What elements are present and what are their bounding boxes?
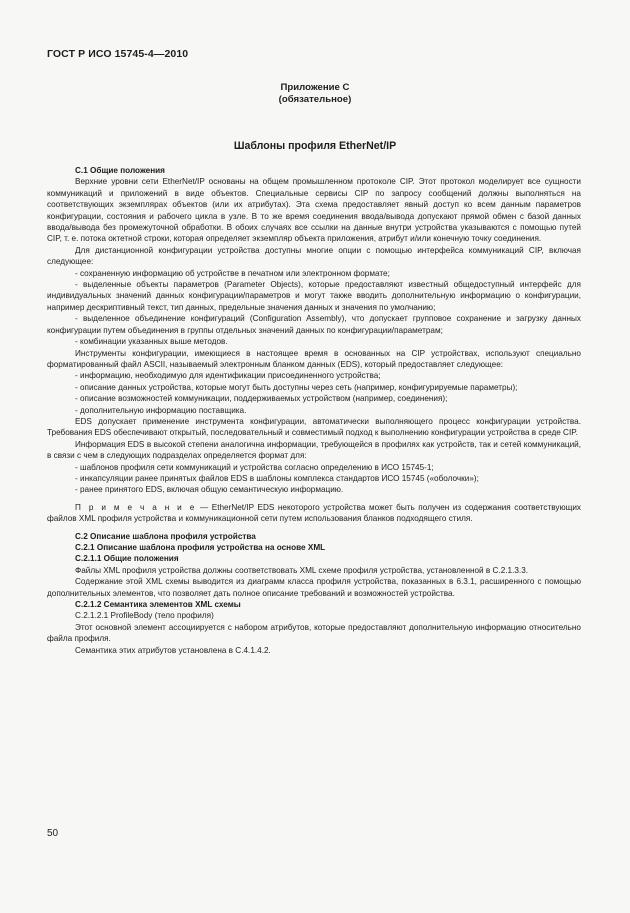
paragraph: Содержание этой XML схемы выводится из диаграмм класса профиля устройства, показанных в 6.3.1, расширенного с помощью дополнительных элементов, что позволяет дать полное описание требований и возможностей устройства. — [47, 577, 581, 598]
list-item: - сохраненную информацию об устройстве в печатном или электронном формате; — [75, 268, 390, 278]
note-text: — EtherNet/IP EDS некоторого устройства может быть получен из содержания соответствующих файлов XML профиля устройства и коммуникационной сети путем использования бланков подходящего стиля. — [47, 502, 581, 524]
list-item: - шаблонов профиля сети коммуникаций и устройства согласно определению в ИСО 15745-1; — [75, 462, 434, 472]
paragraph: Инструменты конфигурации, имеющиеся в настоящее время в основанных на CIP устройствах, используют специально форматированный файл ASCII, называемый электронным бланком данных (EDS), который предоставляет следующее: — [47, 348, 581, 369]
paragraph: Верхние уровни сети EtherNet/IP основаны на общем промышленном протоколе CIP. Этот протокол моделирует все сущности коммуникаций и приложений в виде объектов. Специальные сервисы CIP по запросу сообщений должны выполняться на соответствующих экземплярах объектов (или их атрибутах). Эта схема предоставляет явный доступ ко всем данным параметров конфигурации, состояния и рабочего цикла в узле. В то же время соединения ввода/вывода допускают прямой обмен с базой данных ввода/вывода без промежуточной обработки. В обоих случаях все ссылки на данные внутри устройства указываются с помощью путей CIP, т. е. потока октетной строки, которая определяет экземпляр объекта приложения, атрибут и/или конечную точку соединения. — [47, 177, 581, 244]
list-item: - ранее принятого EDS, включая общую семантическую информацию. — [75, 485, 344, 495]
section-title: Шаблоны профиля EtherNet/IP — [233, 140, 397, 152]
paragraph: Этот основной элемент ассоциируется с набором атрибутов, которые предоставляют дополнительную информацию относительно файла профиля. — [47, 622, 581, 644]
paragraph: С.2.1.2.1 ProfileBody (тело профиля) — [75, 611, 214, 621]
standard-header: ГОСТ Р ИСО 15745-4—2010 — [47, 48, 189, 60]
list-item: - выделенные объекты параметров (Parameter Objects), которые предоставляют известный общедоступный интерфейс для индивидуальных значений данных конфигурации/параметров и могут также вводить дополнительную информацию о конфигурации, например дескриптивный текст, тип данных, предельные значения данных и значения по умолчанию; — [47, 280, 581, 312]
subsection-heading: С.2 Описание шаблона профиля устройства — [75, 531, 256, 541]
subsection-heading: С.2.1.2 Семантика элементов XML схемы — [75, 600, 241, 610]
subsection-heading: С.2.1 Описание шаблона профиля устройства на основе XML — [75, 543, 326, 552]
list-item: - описание возможностей коммуникации, поддерживаемых устройством (например, соединения); — [75, 394, 448, 404]
list-item: - информацию, необходимую для идентификации присоединенного устройства; — [75, 371, 381, 381]
subsection-heading: С.2.1.1 Общие положения — [75, 554, 179, 564]
page-number: 50 — [47, 828, 59, 839]
document-body — [47, 165, 581, 656]
annex-heading — [0, 82, 630, 106]
list-item: - дополнительную информацию поставщика. — [75, 405, 247, 415]
paragraph: EDS допускает применение инструмента конфигурации, автоматически выполняющего процесс конфигурации устройства. Требования EDS обеспечивают открытый, последовательный и совместимый подход к выполнению конфигурации устройства в среде CIP. — [47, 416, 581, 438]
annex-title: Приложение С — [280, 82, 350, 93]
list-item: - описание данных устройства, которые могут быть доступны через сеть (например, конфигурируемые параметры); — [75, 382, 518, 392]
list-item: - инкапсуляции ранее принятых файлов EDS в шаблоны комплекса стандартов ИСО 15745 («оболочки»); — [75, 473, 479, 483]
subsection-heading: С.1 Общие положения — [75, 166, 165, 175]
annex-status: (обязательное) — [278, 94, 352, 105]
paragraph: Файлы XML профиля устройства должны соответствовать XML схеме профиля устройства, установленной в С.2.1.3.3. — [75, 565, 529, 575]
paragraph: Информация EDS в высокой степени аналогична информации, требующейся в профилях как устройств, так и сетей коммуникаций, в связи с чем в следующих подразделах определяется формат для: — [47, 439, 581, 461]
list-item: - комбинации указанных выше методов. — [75, 337, 228, 347]
list-item: - выделенное объединение конфигураций (Configuration Assembly), что допускает групповое сохранение и загрузку данных конфигурации путем объединения в группы отдельных значений данных по конфигурации/параметрам; — [47, 314, 581, 335]
paragraph: Семантика этих атрибутов установлена в С.4.1.4.2. — [75, 645, 271, 655]
paragraph — [47, 502, 581, 525]
note-label: П р и м е ч а н и е — [75, 502, 197, 512]
paragraph: Для дистанционной конфигурации устройства доступны многие опции с помощью интерфейса коммуникаций CIP, включая следующее: — [47, 245, 581, 267]
